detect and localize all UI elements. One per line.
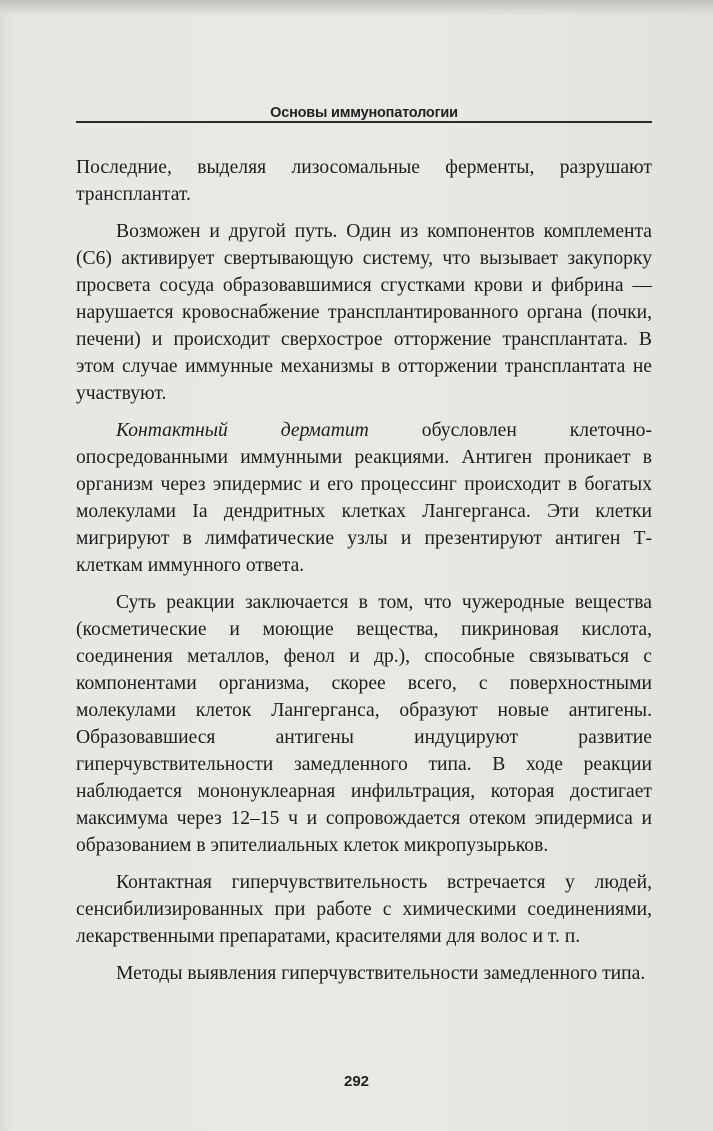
paragraph-2: Возможен и другой путь. Один из компонентов комплемента (С6) активирует свертывающую систему, что вызывает закупорку просвета сосуда образовавшимися сгустками крови и фибрина — нарушается кровоснабжение трансплантированного органа (почки, печени) и происходит сверхострое отторжение трансплантата. В этом случае иммунные механизмы в отторжении трансплантата не участвуют. bbox=[76, 221, 652, 404]
paragraph-1: Последние, выделяя лизосомальные ферменты, разрушают трансплантат. bbox=[76, 157, 652, 205]
paragraph-4: Суть реакции заключается в том, что чужеродные вещества (косметические и моющие вещества, пикриновая кислота, соединения металлов, фенол и др.), способные связываться с компонентами организма, скорее всего, с поверхностными молекулами клеток Лангерганса, образуют новые антигены. Образовавшиеся антигены индуцируют развитие гиперчувствительности замедленного типа. В ходе реакции наблюдается мононуклеарная инфильтрация, которая достигает максимума через 12–15 ч и сопровождается отеком эпидермиса и образованием в эпителиальных клеток микропузырьков. bbox=[76, 592, 652, 856]
scan-shadow bbox=[0, 0, 713, 16]
running-head: Основы иммунопатологии bbox=[270, 105, 458, 121]
body-text bbox=[76, 154, 652, 997]
paragraph-3 bbox=[76, 417, 652, 579]
page-number: 292 bbox=[343, 1073, 370, 1090]
paragraph-3-text: обусловлен клеточно-опосредованными иммунными реакциями. Антиген проникает в организм через эпидермис и его процессинг происходит в богатых молекулами Ia дендритных клетках Лангерганса. Эти клетки мигрируют в лимфатические узлы и презентируют антиген Т-клеткам иммунного ответа. bbox=[76, 420, 652, 576]
paragraph-6: Методы выявления гиперчувствительности замедленного типа. bbox=[116, 963, 646, 984]
paragraph-5: Контактная гиперчувствительность встречается у людей, сенсибилизированных при работе с химическими соединениями, лекарственными препаратами, красителями для волос и т. п. bbox=[76, 872, 652, 947]
italic-term: Контактный дерматит bbox=[116, 420, 369, 441]
header-rule bbox=[76, 121, 652, 123]
